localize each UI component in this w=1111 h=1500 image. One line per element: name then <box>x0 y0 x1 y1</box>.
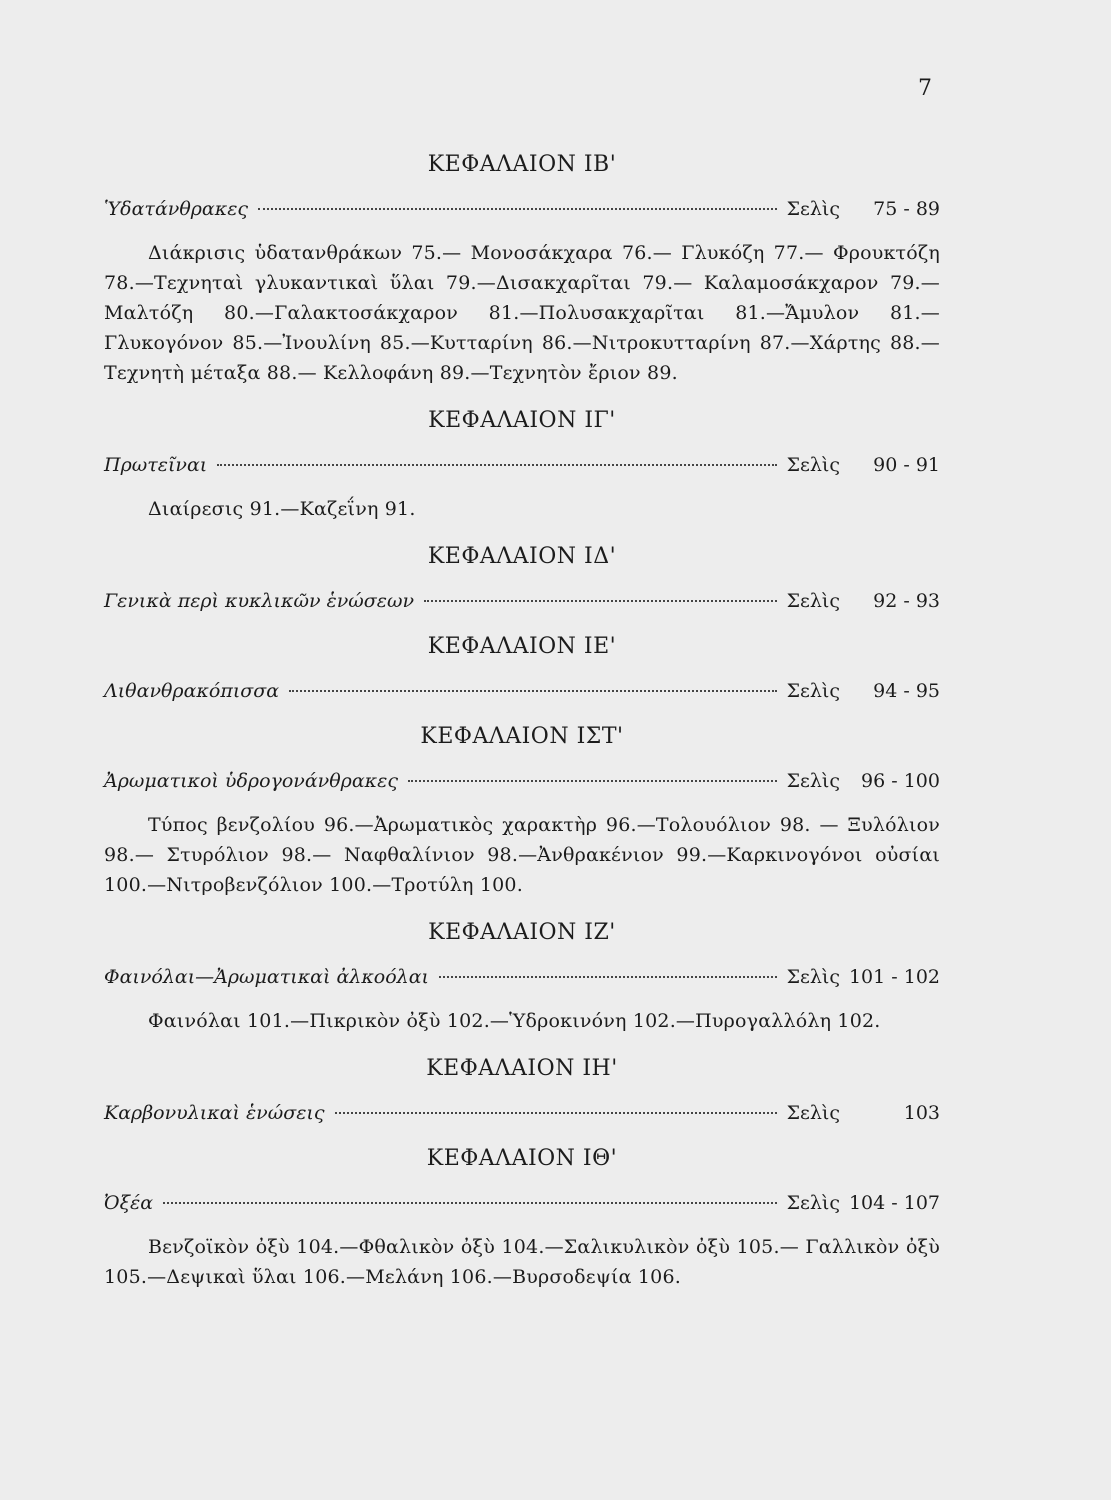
toc-entry-pages: 94 - 95 <box>873 680 940 702</box>
toc-entry-title: Ἀρωματικοὶ ὑδρογονάνθρακες <box>104 770 398 792</box>
toc-entry-title: Γενικὰ περὶ κυκλικῶν ἑνώσεων <box>104 590 415 612</box>
toc-entry-title: Λιθανθρακόπισσα <box>104 680 280 702</box>
toc-entry-page-label: Σελὶς <box>786 454 840 476</box>
section-17 <box>104 916 940 1036</box>
dot-leader <box>217 464 776 466</box>
dot-leader <box>424 600 777 602</box>
chapter-heading: ΚΕΦΑΛΑΙΟΝ ΙΘ' <box>426 1146 618 1171</box>
toc-entry-page-label: Σελὶς <box>786 1102 840 1124</box>
toc-entry <box>104 586 940 616</box>
toc-entry-page-label: Σελὶς <box>786 198 840 220</box>
toc-entry-title: Φαινόλαι—Ἀρωματικαὶ ἀλκοόλαι <box>104 966 430 988</box>
dot-leader <box>163 1202 777 1204</box>
chapter-heading: ΚΕΦΑΛΑΙΟΝ ΙΔ' <box>427 544 617 569</box>
toc-entry <box>104 676 940 706</box>
toc-entry-details: Φαινόλαι 101.—Πικρικὸν ὀξὺ 102.—Ὑδροκινόνη 102.—Πυρογαλλόλη 102. <box>148 1010 881 1032</box>
toc-entry <box>104 766 940 796</box>
dot-leader <box>335 1112 777 1114</box>
dot-leader <box>439 976 777 978</box>
section-13 <box>104 404 940 524</box>
toc-entry <box>104 1098 940 1128</box>
toc-entry-pages: 75 - 89 <box>873 198 940 220</box>
section-14 <box>104 540 940 616</box>
toc-entry <box>104 962 940 992</box>
toc-entry-title: Πρωτεῖναι <box>104 454 208 476</box>
toc-entry-title: Ὑδατάνθρακες <box>104 198 249 220</box>
toc-entry-page-label: Σελὶς <box>786 770 840 792</box>
table-of-contents <box>104 148 940 1308</box>
chapter-heading: ΚΕΦΑΛΑΙΟΝ ΙΣΤ' <box>420 724 624 749</box>
toc-entry <box>104 450 940 480</box>
toc-entry-title: Καρβονυλικαὶ ἑνώσεις <box>104 1102 325 1124</box>
page-number: 7 <box>918 76 932 101</box>
chapter-heading: ΚΕΦΑΛΑΙΟΝ ΙΖ' <box>428 920 616 945</box>
toc-entry-details: Τύπος βενζολίου 96.—Ἀρωματικὸς χαρακτὴρ 96.—Τολουόλιον 98. — Ξυλόλιον 98.— Στυρόλιον 98.— Ναφθαλίνιον 98.—Ἀνθρακένιον 99.—Καρκινογόνοι οὐσίαι 100.—Νιτροβενζόλιον 100.—Τροτύλη 100. <box>104 814 940 896</box>
toc-entry-page-label: Σελὶς <box>786 590 840 612</box>
chapter-heading: ΚΕΦΑΛΑΙΟΝ ΙΗ' <box>426 1056 618 1081</box>
toc-entry-pages: 104 - 107 <box>848 1192 940 1214</box>
section-18 <box>104 1052 940 1128</box>
toc-entry-details: Βενζοϊκὸν ὀξὺ 104.—Φθαλικὸν ὀξὺ 104.—Σαλικυλικὸν ὀξὺ 105.— Γαλλικὸν ὀξὺ 105.—Δεψικαὶ ὕλαι 106.—Μελάνη 106.—Βυρσοδεψία 106. <box>104 1236 940 1288</box>
chapter-heading: ΚΕΦΑΛΑΙΟΝ ΙΒ' <box>427 152 617 177</box>
toc-entry-details: Διάκρισις ὑδατανθράκων 75.— Μονοσάκχαρα 76.— Γλυκόζη 77.— Φρουκτόζη 78.—Τεχνηταὶ γλυκαντικαὶ ὕλαι 79.—Δισακχαρῖται 79.— Καλαμοσάκχαρον 79.—Μαλτόζη 80.—Γαλακτοσάκχαρον 81.—Πολυσακχαρῖται 81.—Ἄμυλον 81.—Γλυκογόνον 85.—Ἰνουλίνη 85.—Κυτταρίνη 86.—Νιτροκυτταρίνη 87.—Χάρτης 88.—Τεχνητὴ μέταξα 88.— Κελλοφάνη 89.—Τεχνητὸν ἔριον 89. <box>104 242 940 384</box>
dot-leader <box>408 780 777 782</box>
toc-entry-pages: 103 <box>903 1102 940 1124</box>
toc-entry-title: Ὀξέα <box>104 1192 154 1214</box>
dot-leader <box>289 690 777 692</box>
toc-entry-page-label: Σελὶς <box>786 1192 840 1214</box>
chapter-heading: ΚΕΦΑΛΑΙΟΝ ΙΕ' <box>427 634 617 659</box>
section-15 <box>104 630 940 706</box>
toc-entry <box>104 194 940 224</box>
section-16 <box>104 720 940 900</box>
toc-entry-pages: 92 - 93 <box>873 590 940 612</box>
section-12 <box>104 148 940 388</box>
dot-leader <box>258 208 777 210</box>
toc-entry-details: Διαίρεσις 91.—Καζεΐνη 91. <box>148 498 416 520</box>
section-19 <box>104 1142 940 1292</box>
toc-entry-pages: 101 - 102 <box>848 966 940 988</box>
toc-entry-pages: 96 - 100 <box>861 770 940 792</box>
toc-entry-page-label: Σελὶς <box>786 680 840 702</box>
toc-entry-page-label: Σελὶς <box>786 966 840 988</box>
chapter-heading: ΚΕΦΑΛΑΙΟΝ ΙΓ' <box>428 408 616 433</box>
toc-entry-pages: 90 - 91 <box>873 454 940 476</box>
toc-entry <box>104 1188 940 1218</box>
